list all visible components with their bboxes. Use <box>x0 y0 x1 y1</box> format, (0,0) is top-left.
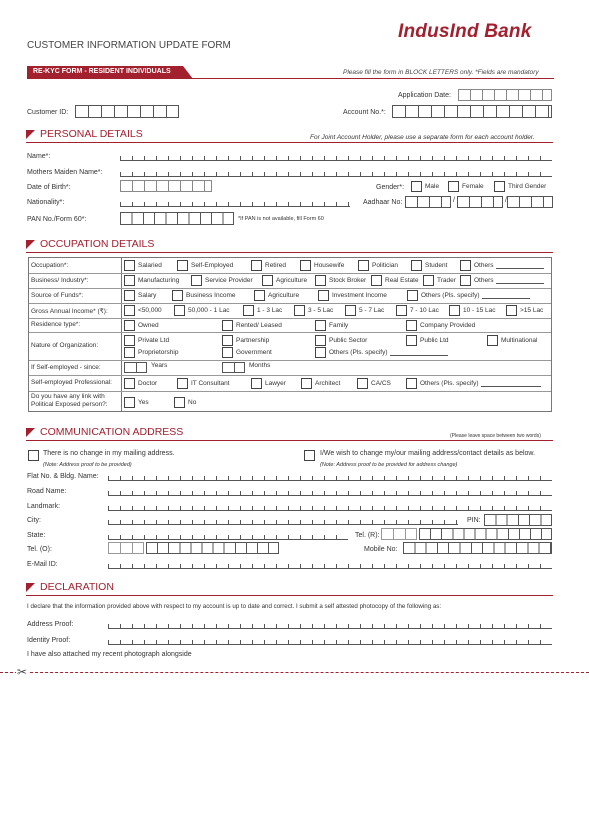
form-title: CUSTOMER INFORMATION UPDATE FORM <box>27 40 231 51</box>
mothers-maiden-label: Mothers Maiden Name*: <box>27 169 103 176</box>
pan-boxes[interactable] <box>120 212 234 225</box>
pan-note: *If PAN is not available, fill Form 60 <box>238 216 324 222</box>
prof-it-consultant[interactable]: IT Consultant <box>177 378 230 389</box>
prof-others[interactable]: Others (Pls. specify) <box>406 378 541 389</box>
income-7-10l[interactable]: 7 - 10 Lac <box>396 305 439 316</box>
address-proof-field[interactable] <box>108 620 552 629</box>
wish-change-text: I/We wish to change my/our mailing address/contact details as below. (Note: Address proof to be provided for address change) <box>320 450 536 468</box>
biz-agriculture[interactable]: Agriculture <box>262 275 307 286</box>
biz-service-provider[interactable]: Service Provider <box>191 275 253 286</box>
pin-boxes[interactable] <box>484 514 552 526</box>
prof-architect[interactable]: Architect <box>301 378 340 389</box>
flat-field[interactable] <box>108 472 552 481</box>
biz-others[interactable]: Others <box>460 275 544 286</box>
income-10-15l[interactable]: 10 - 15 Lac <box>449 305 496 316</box>
res-family[interactable]: Family <box>315 320 348 331</box>
occ-self-employed[interactable]: Self-Employed <box>177 260 233 271</box>
identity-proof-label: Identity Proof: <box>27 637 71 644</box>
road-label: Road Name: <box>27 488 67 495</box>
biz-manufacturing[interactable]: Manufacturing <box>124 275 179 286</box>
declaration-header: DECLARATION <box>26 583 553 596</box>
address-proof-label: Address Proof: <box>27 621 74 628</box>
no-change-text: There is no change in my mailing address. (Note: Address proof to be provided) <box>43 450 175 468</box>
banner-note: Please fill the form in BLOCK LETTERS only. *Fields are mandatory <box>343 69 539 76</box>
occ-housewife[interactable]: Housewife <box>300 260 344 271</box>
identity-proof-field[interactable] <box>108 636 552 645</box>
tel-r-boxes[interactable] <box>419 528 552 540</box>
customer-id-label: Customer ID: <box>27 109 69 116</box>
address-note: (Please leave space between two words) <box>450 433 541 439</box>
since-months: Months <box>249 362 271 369</box>
since-years: Years <box>151 362 168 369</box>
personal-details-header: PERSONAL DETAILS <box>26 130 553 143</box>
aadhaar-label: Aadhaar No: <box>363 199 403 206</box>
mobile-boxes[interactable] <box>403 542 552 554</box>
pin-label: PIN: <box>467 517 481 524</box>
prof-ca-cs[interactable]: CA/CS <box>357 378 391 389</box>
photo-note: I have also attached my recent photograph alongside <box>27 651 192 658</box>
tel-o-label: Tel. (O): <box>27 546 52 553</box>
nature-government[interactable]: Government <box>222 347 272 358</box>
dob-boxes[interactable] <box>120 180 212 192</box>
prof-lawyer[interactable]: Lawyer <box>251 378 286 389</box>
occ-salaried[interactable]: Salaried <box>124 260 162 271</box>
business-label: Business/ Industry*: <box>31 277 89 284</box>
bank-logo: IndusInd Bank <box>398 21 532 42</box>
communication-address-header: COMMUNICATION ADDRESS <box>26 428 553 441</box>
funds-agriculture[interactable]: Agriculture <box>254 290 299 301</box>
landmark-label: Landmark: <box>27 503 61 510</box>
funds-business[interactable]: Business Income <box>172 290 236 301</box>
gender-third[interactable]: Third Gender <box>494 181 546 192</box>
residence-label: Residence type*: <box>31 321 81 328</box>
occupation-details-header: OCCUPATION DETAILS <box>26 240 553 253</box>
nature-others[interactable]: Others (Pls. specify) <box>315 347 448 358</box>
gender-label: Gender*: <box>376 184 405 191</box>
professional-label: Self-employed Professional: <box>31 379 112 386</box>
dob-label: Date of Birth*: <box>27 184 71 191</box>
tel-o-boxes[interactable] <box>146 542 279 554</box>
nature-private-ltd[interactable]: Private Ltd <box>124 335 169 346</box>
nature-public-sector[interactable]: Public Sector <box>315 335 367 346</box>
city-field[interactable] <box>108 516 458 525</box>
gender-male[interactable]: Male <box>411 181 439 192</box>
mothers-maiden-field[interactable] <box>120 168 552 177</box>
res-owned[interactable]: Owned <box>124 320 159 331</box>
name-label: Name*: <box>27 153 51 160</box>
declaration-text: I declare that the information provided above with respect to my account is up to date and correct. I submit a self attested photocopy of the following as: <box>27 603 442 610</box>
banner-title: RE-KYC FORM - RESIDENT INDIVIDUALS <box>33 68 171 75</box>
account-no-label: Account No.*: <box>343 109 386 116</box>
cut-line <box>0 672 589 673</box>
nature-proprietorship[interactable]: Proprietorship <box>124 347 178 358</box>
nature-label: Nature of Organization: <box>31 342 99 349</box>
funds-investment[interactable]: Investment Income <box>318 290 387 301</box>
tel-r-std-boxes[interactable] <box>381 528 417 540</box>
prof-doctor[interactable]: Doctor <box>124 378 157 389</box>
mobile-label: Mobile No: <box>364 546 398 553</box>
income-gt-15l[interactable]: >15 Lac <box>506 305 543 316</box>
joint-account-note: For Joint Account Holder, please use a separate form for each account holder. <box>310 134 535 141</box>
no-change-checkbox[interactable] <box>28 447 39 465</box>
scissors-icon: ✂ <box>17 665 28 679</box>
biz-real-estate[interactable]: Real Estate <box>371 275 419 286</box>
since-months-boxes[interactable] <box>222 362 245 373</box>
res-rented[interactable]: Rented/ Leased <box>222 320 282 331</box>
occupation-grid <box>28 257 552 412</box>
aadhaar-sep-1: / <box>453 197 455 204</box>
biz-stock-broker[interactable]: Stock Broker <box>315 275 366 286</box>
email-label: E-Mail ID: <box>27 561 58 568</box>
tel-r-label: Tel. (R): <box>355 532 380 539</box>
tel-o-std-boxes[interactable] <box>108 542 144 554</box>
pan-label: PAN No./Form 60*: <box>27 216 87 223</box>
wish-change-checkbox[interactable] <box>304 447 315 465</box>
income-1-3l[interactable]: 1 - 3 Lac <box>243 305 282 316</box>
occupation-label: Occupation*: <box>31 262 69 269</box>
aadhaar-boxes-2[interactable] <box>457 196 503 208</box>
funds-others[interactable]: Others (Pls. specify) <box>407 290 530 301</box>
occ-others[interactable]: Others <box>460 260 544 271</box>
occ-retired[interactable]: Retired <box>251 260 286 271</box>
income-label: Gross Annual Income* (₹): <box>31 308 108 315</box>
occ-politician[interactable]: Politician <box>358 260 398 271</box>
nature-public-ltd[interactable]: Public Ltd <box>406 335 449 346</box>
funds-salary[interactable]: Salary <box>124 290 156 301</box>
aadhaar-boxes-1[interactable] <box>405 196 451 208</box>
aadhaar-sep-2: / <box>505 197 507 204</box>
gender-female[interactable]: Female <box>448 181 484 192</box>
occ-student[interactable]: Student <box>411 260 447 271</box>
nature-multinational[interactable]: Multinational <box>487 335 538 346</box>
pep-yes[interactable]: Yes <box>124 397 149 408</box>
customer-id-boxes[interactable] <box>75 105 179 118</box>
city-label: City: <box>27 517 41 524</box>
road-field[interactable] <box>108 487 552 496</box>
account-no-boxes[interactable] <box>392 105 552 118</box>
pep-label: Do you have any link with Political Exposed person?: <box>31 393 108 408</box>
aadhaar-boxes-3[interactable] <box>507 196 553 208</box>
flat-label: Flat No. & Bldg. Name: <box>27 473 99 480</box>
landmark-field[interactable] <box>108 502 552 511</box>
since-years-boxes[interactable] <box>124 362 147 373</box>
income-3-5l[interactable]: 3 - 5 Lac <box>294 305 333 316</box>
nature-partnership[interactable]: Partnership <box>222 335 269 346</box>
pep-no[interactable]: No <box>174 397 196 408</box>
application-date-boxes[interactable] <box>458 89 552 101</box>
since-label: If Self-employed - since: <box>31 364 101 371</box>
res-company[interactable]: Company Provided <box>406 320 475 331</box>
name-field[interactable] <box>120 152 552 161</box>
nationality-label: Nationality*: <box>27 199 65 206</box>
application-date-label: Application Date: <box>398 92 451 99</box>
income-5-7l[interactable]: 5 - 7 Lac <box>345 305 384 316</box>
state-label: State: <box>27 532 46 539</box>
email-field[interactable] <box>108 560 552 569</box>
income-lt-50k[interactable]: <50,000 <box>124 305 162 316</box>
income-50k-1l[interactable]: 50,000 - 1 Lac <box>174 305 230 316</box>
funds-label: Source of Funds*: <box>31 292 84 299</box>
nationality-field[interactable] <box>120 198 350 207</box>
biz-trader[interactable]: Trader <box>423 275 456 286</box>
state-field[interactable] <box>108 531 348 540</box>
